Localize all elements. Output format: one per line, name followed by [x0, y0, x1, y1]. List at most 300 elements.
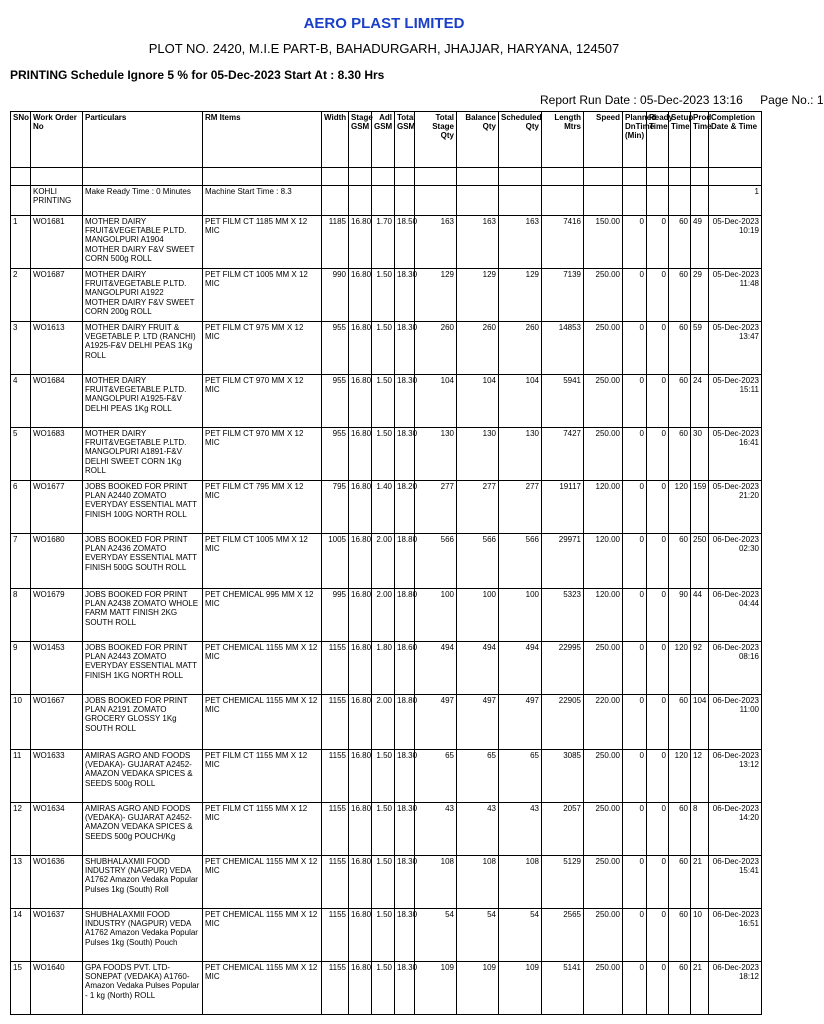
cell-work-order: WO1687	[31, 269, 83, 322]
cell-scheduled-qty: 566	[499, 534, 542, 589]
cell-adl-gsm: 2.00	[372, 534, 395, 589]
cell-completion: 05-Dec-2023 11:48	[709, 269, 762, 322]
cell-particulars: MOTHER DAIRY FRUIT&VEGETABLE P.LTD. MANGOLPURI A1925-F&V DELHI PEAS 1Kg ROLL	[83, 375, 203, 428]
cell-completion: 06-Dec-2023 11:00	[709, 695, 762, 750]
cell-scheduled-qty: 108	[499, 856, 542, 909]
make-ready-row	[11, 186, 762, 216]
cell-rm-items: PET FILM CT 1005 MM X 12 MIC	[203, 534, 322, 589]
make-ready-time: Make Ready Time : 0 Minutes	[83, 186, 203, 216]
cell-scheduled-qty: 494	[499, 642, 542, 695]
cell-work-order: WO1680	[31, 534, 83, 589]
cell-completion: 05-Dec-2023 16:41	[709, 428, 762, 481]
cell-completion: 06-Dec-2023 13:12	[709, 750, 762, 803]
cell-total-gsm: 18.80	[395, 589, 415, 642]
cell-scheduled-qty: 109	[499, 962, 542, 1015]
cell-balance-qty: 277	[457, 481, 499, 534]
cell-ready-time: 0	[647, 375, 669, 428]
cell-balance-qty: 497	[457, 695, 499, 750]
cell-length: 5941	[542, 375, 584, 428]
col-header-ready-time: Ready Time	[647, 112, 669, 168]
col-header-setup-time: Setup Time	[669, 112, 691, 168]
cell-sno: 14	[11, 909, 31, 962]
cell-planned-dntime: 0	[623, 909, 647, 962]
cell-stage-gsm: 16.80	[349, 589, 372, 642]
cell-total-stage-qty: 497	[415, 695, 457, 750]
cell-completion: 06-Dec-2023 14:20	[709, 803, 762, 856]
cell-adl-gsm: 1.50	[372, 962, 395, 1015]
cell-scheduled-qty: 497	[499, 695, 542, 750]
table-row	[11, 695, 762, 750]
cell-sno: 3	[11, 322, 31, 375]
table-row	[11, 216, 762, 269]
cell-setup-time: 60	[669, 428, 691, 481]
cell-width: 1185	[322, 216, 349, 269]
col-header-particulars: Particulars	[83, 112, 203, 168]
cell-setup-time: 60	[669, 962, 691, 1015]
cell-completion: 06-Dec-2023 18:12	[709, 962, 762, 1015]
cell-particulars: JOBS BOOKED FOR PRINT PLAN A2436 ZOMATO EVERYDAY ESSENTIAL MATT FINISH 500G SOUTH ROLL	[83, 534, 203, 589]
cell-completion: 05-Dec-2023 21:20	[709, 481, 762, 534]
cell-sno: 13	[11, 856, 31, 909]
cell-width: 795	[322, 481, 349, 534]
col-header-rm-items: RM Items	[203, 112, 322, 168]
cell-prod-time: 159	[691, 481, 709, 534]
cell-work-order: WO1681	[31, 216, 83, 269]
cell-adl-gsm: 1.50	[372, 856, 395, 909]
cell-rm-items: PET FILM CT 1155 MM X 12 MIC	[203, 803, 322, 856]
cell-rm-items: PET CHEMICAL 1155 MM X 12 MIC	[203, 695, 322, 750]
cell-length: 7416	[542, 216, 584, 269]
cell-completion: 05-Dec-2023 13:47	[709, 322, 762, 375]
cell-prod-time: 10	[691, 909, 709, 962]
cell-ready-time: 0	[647, 962, 669, 1015]
cell-completion: 05-Dec-2023 15:11	[709, 375, 762, 428]
cell-rm-items: PET FILM CT 795 MM X 12 MIC	[203, 481, 322, 534]
table-header-row	[11, 112, 762, 168]
cell-ready-time: 0	[647, 856, 669, 909]
cell-planned-dntime: 0	[623, 428, 647, 481]
cell-scheduled-qty: 104	[499, 375, 542, 428]
cell-ready-time: 0	[647, 269, 669, 322]
table-row	[11, 589, 762, 642]
cell-particulars: JOBS BOOKED FOR PRINT PLAN A2443 ZOMATO EVERYDAY ESSENTIAL MATT FINISH 1KG NORTH ROLL	[83, 642, 203, 695]
table-row	[11, 642, 762, 695]
col-header-planned-dntime: Planned DnTime (Min)	[623, 112, 647, 168]
cell-setup-time: 90	[669, 589, 691, 642]
cell-work-order: WO1637	[31, 909, 83, 962]
cell-planned-dntime: 0	[623, 750, 647, 803]
table-row	[11, 909, 762, 962]
cell-total-gsm: 18.20	[395, 481, 415, 534]
cell-total-gsm: 18.30	[395, 428, 415, 481]
cell-length: 5323	[542, 589, 584, 642]
col-header-length: Length Mtrs	[542, 112, 584, 168]
cell-width: 1155	[322, 750, 349, 803]
cell-particulars: MOTHER DAIRY FRUIT&VEGETABLE P.LTD. MANGOLPURI A1904 MOTHER DAIRY F&V SWEET CORN 500g ROLL	[83, 216, 203, 269]
blank-row	[11, 168, 762, 186]
table-row	[11, 803, 762, 856]
cell-scheduled-qty: 100	[499, 589, 542, 642]
cell-particulars: JOBS BOOKED FOR PRINT PLAN A2191 ZOMATO GROCERY GLOSSY 1Kg SOUTH ROLL	[83, 695, 203, 750]
cell-work-order: WO1677	[31, 481, 83, 534]
cell-balance-qty: 109	[457, 962, 499, 1015]
cell-sno: 5	[11, 428, 31, 481]
cell-rm-items: PET FILM CT 1005 MM X 12 MIC	[203, 269, 322, 322]
cell-length: 22995	[542, 642, 584, 695]
cell-scheduled-qty: 54	[499, 909, 542, 962]
cell-total-gsm: 18.30	[395, 269, 415, 322]
cell-prod-time: 59	[691, 322, 709, 375]
cell-stage-gsm: 16.80	[349, 962, 372, 1015]
cell-ready-time: 0	[647, 428, 669, 481]
cell-width: 1155	[322, 909, 349, 962]
cell-setup-time: 60	[669, 803, 691, 856]
cell-total-stage-qty: 260	[415, 322, 457, 375]
cell-width: 995	[322, 589, 349, 642]
cell-scheduled-qty: 277	[499, 481, 542, 534]
cell-stage-gsm: 16.80	[349, 428, 372, 481]
cell-planned-dntime: 0	[623, 481, 647, 534]
cell-balance-qty: 54	[457, 909, 499, 962]
table-row	[11, 375, 762, 428]
cell-total-gsm: 18.30	[395, 322, 415, 375]
make-ready-value: 1	[709, 186, 762, 216]
cell-rm-items: PET FILM CT 975 MM X 12 MIC	[203, 322, 322, 375]
cell-planned-dntime: 0	[623, 216, 647, 269]
cell-work-order: WO1613	[31, 322, 83, 375]
cell-width: 1155	[322, 856, 349, 909]
cell-prod-time: 8	[691, 803, 709, 856]
cell-scheduled-qty: 129	[499, 269, 542, 322]
cell-rm-items: PET FILM CT 1155 MM X 12 MIC	[203, 750, 322, 803]
cell-width: 955	[322, 428, 349, 481]
cell-work-order: WO1640	[31, 962, 83, 1015]
cell-total-gsm: 18.50	[395, 216, 415, 269]
cell-total-stage-qty: 104	[415, 375, 457, 428]
col-header-width: Width	[322, 112, 349, 168]
cell-total-stage-qty: 130	[415, 428, 457, 481]
cell-planned-dntime: 0	[623, 642, 647, 695]
cell-setup-time: 120	[669, 750, 691, 803]
cell-speed: 250.00	[584, 909, 623, 962]
cell-particulars: MOTHER DAIRY FRUIT & VEGETABLE P. LTD (RANCHI) A1925-F&V DELHI PEAS 1Kg ROLL	[83, 322, 203, 375]
cell-completion: 05-Dec-2023 10:19	[709, 216, 762, 269]
cell-width: 1005	[322, 534, 349, 589]
table-row	[11, 856, 762, 909]
cell-adl-gsm: 1.40	[372, 481, 395, 534]
cell-total-stage-qty: 100	[415, 589, 457, 642]
cell-ready-time: 0	[647, 642, 669, 695]
cell-work-order: WO1667	[31, 695, 83, 750]
cell-adl-gsm: 1.50	[372, 322, 395, 375]
cell-adl-gsm: 2.00	[372, 589, 395, 642]
col-header-total-gsm: Total GSM	[395, 112, 415, 168]
cell-prod-time: 21	[691, 856, 709, 909]
cell-total-gsm: 18.30	[395, 803, 415, 856]
cell-length: 2057	[542, 803, 584, 856]
cell-particulars: JOBS BOOKED FOR PRINT PLAN A2440 ZOMATO EVERYDAY ESSENTIAL MATT FINISH 100G NORTH ROLL	[83, 481, 203, 534]
cell-speed: 120.00	[584, 534, 623, 589]
cell-work-order: WO1684	[31, 375, 83, 428]
company-address: PLOT NO. 2420, M.I.E PART-B, BAHADURGARH, JHAJJAR, HARYANA, 124507	[148, 41, 620, 56]
cell-total-stage-qty: 277	[415, 481, 457, 534]
col-header-completion: Completion Date & Time	[709, 112, 762, 168]
cell-rm-items: PET CHEMICAL 1155 MM X 12 MIC	[203, 909, 322, 962]
cell-width: 955	[322, 375, 349, 428]
cell-total-gsm: 18.30	[395, 856, 415, 909]
cell-speed: 250.00	[584, 322, 623, 375]
cell-length: 14853	[542, 322, 584, 375]
cell-planned-dntime: 0	[623, 962, 647, 1015]
cell-prod-time: 104	[691, 695, 709, 750]
cell-prod-time: 21	[691, 962, 709, 1015]
cell-total-gsm: 18.30	[395, 962, 415, 1015]
table-row	[11, 750, 762, 803]
cell-prod-time: 44	[691, 589, 709, 642]
cell-completion: 06-Dec-2023 15:41	[709, 856, 762, 909]
cell-completion: 06-Dec-2023 02:30	[709, 534, 762, 589]
cell-rm-items: PET CHEMICAL 995 MM X 12 MIC	[203, 589, 322, 642]
cell-speed: 250.00	[584, 803, 623, 856]
cell-ready-time: 0	[647, 909, 669, 962]
cell-ready-time: 0	[647, 534, 669, 589]
cell-balance-qty: 566	[457, 534, 499, 589]
cell-prod-time: 24	[691, 375, 709, 428]
cell-total-gsm: 18.30	[395, 375, 415, 428]
cell-adl-gsm: 2.00	[372, 695, 395, 750]
cell-setup-time: 60	[669, 909, 691, 962]
cell-width: 1155	[322, 962, 349, 1015]
cell-ready-time: 0	[647, 481, 669, 534]
cell-rm-items: PET FILM CT 1185 MM X 12 MIC	[203, 216, 322, 269]
table-row	[11, 322, 762, 375]
cell-setup-time: 60	[669, 269, 691, 322]
cell-sno: 1	[11, 216, 31, 269]
cell-rm-items: PET FILM CT 970 MM X 12 MIC	[203, 375, 322, 428]
report-subtitle: PRINTING Schedule Ignore 5 % for 05-Dec-2023 Start At : 8.30 Hrs	[10, 68, 385, 82]
cell-planned-dntime: 0	[623, 269, 647, 322]
cell-length: 19117	[542, 481, 584, 534]
cell-total-gsm: 18.80	[395, 695, 415, 750]
cell-scheduled-qty: 65	[499, 750, 542, 803]
cell-speed: 150.00	[584, 216, 623, 269]
cell-width: 990	[322, 269, 349, 322]
cell-stage-gsm: 16.80	[349, 322, 372, 375]
cell-total-gsm: 18.60	[395, 642, 415, 695]
cell-rm-items: PET CHEMICAL 1155 MM X 12 MIC	[203, 962, 322, 1015]
cell-balance-qty: 104	[457, 375, 499, 428]
cell-stage-gsm: 16.80	[349, 695, 372, 750]
cell-speed: 120.00	[584, 481, 623, 534]
cell-scheduled-qty: 163	[499, 216, 542, 269]
cell-setup-time: 60	[669, 695, 691, 750]
col-header-balance-qty: Balance Qty	[457, 112, 499, 168]
cell-sno: 15	[11, 962, 31, 1015]
cell-setup-time: 60	[669, 216, 691, 269]
cell-sno: 6	[11, 481, 31, 534]
cell-particulars: GPA FOODS PVT. LTD- SONEPAT (VEDAKA) A1760-Amazon Vedaka Pulses Popular - 1 kg (North) ROLL	[83, 962, 203, 1015]
cell-stage-gsm: 16.80	[349, 375, 372, 428]
cell-adl-gsm: 1.80	[372, 642, 395, 695]
cell-planned-dntime: 0	[623, 856, 647, 909]
cell-work-order: WO1636	[31, 856, 83, 909]
cell-stage-gsm: 16.80	[349, 269, 372, 322]
cell-total-gsm: 18.80	[395, 534, 415, 589]
cell-prod-time: 250	[691, 534, 709, 589]
cell-prod-time: 49	[691, 216, 709, 269]
cell-total-gsm: 18.30	[395, 750, 415, 803]
cell-prod-time: 29	[691, 269, 709, 322]
cell-completion: 06-Dec-2023 16:51	[709, 909, 762, 962]
cell-length: 22905	[542, 695, 584, 750]
company-name: AERO PLAST LIMITED	[303, 15, 465, 32]
table-row	[11, 962, 762, 1015]
col-header-adl-gsm: Adl GSM	[372, 112, 395, 168]
cell-total-stage-qty: 566	[415, 534, 457, 589]
table-row	[11, 481, 762, 534]
page-number: Page No.: 1	[760, 93, 824, 107]
cell-adl-gsm: 1.70	[372, 216, 395, 269]
cell-planned-dntime: 0	[623, 803, 647, 856]
cell-setup-time: 60	[669, 856, 691, 909]
cell-speed: 120.00	[584, 589, 623, 642]
cell-stage-gsm: 16.80	[349, 909, 372, 962]
cell-ready-time: 0	[647, 803, 669, 856]
cell-planned-dntime: 0	[623, 375, 647, 428]
cell-scheduled-qty: 43	[499, 803, 542, 856]
col-header-prod-time: Prod Time	[691, 112, 709, 168]
cell-width: 1155	[322, 642, 349, 695]
cell-particulars: AMIRAS AGRO AND FOODS (VEDAKA)- GUJARAT A2452-AMAZON VEDAKA SPICES & SEEDS 500g ROLL	[83, 750, 203, 803]
cell-balance-qty: 100	[457, 589, 499, 642]
cell-stage-gsm: 16.80	[349, 216, 372, 269]
cell-speed: 250.00	[584, 269, 623, 322]
cell-balance-qty: 260	[457, 322, 499, 375]
cell-completion: 06-Dec-2023 04:44	[709, 589, 762, 642]
cell-balance-qty: 65	[457, 750, 499, 803]
col-header-scheduled-qty: Scheduled Qty	[499, 112, 542, 168]
cell-width: 1155	[322, 695, 349, 750]
cell-particulars: SHUBHALAXMII FOOD INDUSTRY (NAGPUR) VEDA A1762 Amazon Vedaka Popular Pulses 1kg (South) Pouch	[83, 909, 203, 962]
col-header-speed: Speed	[584, 112, 623, 168]
col-header-sno: SNo	[11, 112, 31, 168]
cell-rm-items: PET CHEMICAL 1155 MM X 12 MIC	[203, 642, 322, 695]
schedule-table	[10, 111, 762, 1015]
cell-ready-time: 0	[647, 589, 669, 642]
cell-setup-time: 120	[669, 481, 691, 534]
cell-ready-time: 0	[647, 750, 669, 803]
cell-length: 29971	[542, 534, 584, 589]
cell-sno: 8	[11, 589, 31, 642]
cell-particulars: MOTHER DAIRY FRUIT&VEGETABLE P.LTD. MANGOLPURI A1922 MOTHER DAIRY F&V SWEET CORN 200g ROLL	[83, 269, 203, 322]
cell-work-order: WO1634	[31, 803, 83, 856]
cell-prod-time: 12	[691, 750, 709, 803]
cell-sno: 7	[11, 534, 31, 589]
cell-adl-gsm: 1.50	[372, 269, 395, 322]
cell-total-stage-qty: 163	[415, 216, 457, 269]
cell-adl-gsm: 1.50	[372, 803, 395, 856]
cell-completion: 06-Dec-2023 08:16	[709, 642, 762, 695]
cell-stage-gsm: 16.80	[349, 481, 372, 534]
cell-sno: 2	[11, 269, 31, 322]
cell-speed: 250.00	[584, 750, 623, 803]
cell-sno: 4	[11, 375, 31, 428]
cell-stage-gsm: 16.80	[349, 803, 372, 856]
cell-total-stage-qty: 494	[415, 642, 457, 695]
cell-stage-gsm: 16.80	[349, 856, 372, 909]
cell-balance-qty: 129	[457, 269, 499, 322]
cell-balance-qty: 163	[457, 216, 499, 269]
cell-work-order: WO1679	[31, 589, 83, 642]
cell-scheduled-qty: 260	[499, 322, 542, 375]
cell-sno: 9	[11, 642, 31, 695]
cell-length: 5129	[542, 856, 584, 909]
cell-prod-time: 92	[691, 642, 709, 695]
cell-setup-time: 60	[669, 375, 691, 428]
cell-balance-qty: 43	[457, 803, 499, 856]
machine-start-time: Machine Start Time : 8.3	[203, 186, 322, 216]
cell-balance-qty: 494	[457, 642, 499, 695]
cell-length: 3085	[542, 750, 584, 803]
cell-planned-dntime: 0	[623, 322, 647, 375]
cell-rm-items: PET FILM CT 970 MM X 12 MIC	[203, 428, 322, 481]
table-row	[11, 534, 762, 589]
cell-speed: 250.00	[584, 428, 623, 481]
cell-total-stage-qty: 108	[415, 856, 457, 909]
machine-name: KOHLI PRINTING	[31, 186, 83, 216]
cell-total-stage-qty: 109	[415, 962, 457, 1015]
cell-rm-items: PET CHEMICAL 1155 MM X 12 MIC	[203, 856, 322, 909]
cell-speed: 220.00	[584, 695, 623, 750]
cell-ready-time: 0	[647, 695, 669, 750]
cell-sno: 11	[11, 750, 31, 803]
cell-adl-gsm: 1.50	[372, 428, 395, 481]
col-header-total-stage-qty: Total Stage Qty	[415, 112, 457, 168]
cell-width: 1155	[322, 803, 349, 856]
cell-particulars: SHUBHALAXMII FOOD INDUSTRY (NAGPUR) VEDA A1762 Amazon Vedaka Popular Pulses 1kg (South) Roll	[83, 856, 203, 909]
cell-stage-gsm: 16.80	[349, 750, 372, 803]
cell-work-order: WO1633	[31, 750, 83, 803]
cell-sno: 12	[11, 803, 31, 856]
cell-planned-dntime: 0	[623, 589, 647, 642]
cell-planned-dntime: 0	[623, 695, 647, 750]
cell-length: 2565	[542, 909, 584, 962]
table-row	[11, 428, 762, 481]
cell-work-order: WO1683	[31, 428, 83, 481]
col-header-work-order: Work Order No	[31, 112, 83, 168]
cell-ready-time: 0	[647, 322, 669, 375]
col-header-stage-gsm: Stage GSM	[349, 112, 372, 168]
cell-length: 7139	[542, 269, 584, 322]
cell-total-stage-qty: 129	[415, 269, 457, 322]
cell-scheduled-qty: 130	[499, 428, 542, 481]
cell-length: 7427	[542, 428, 584, 481]
cell-balance-qty: 108	[457, 856, 499, 909]
cell-sno: 10	[11, 695, 31, 750]
cell-adl-gsm: 1.50	[372, 909, 395, 962]
cell-stage-gsm: 16.80	[349, 534, 372, 589]
cell-ready-time: 0	[647, 216, 669, 269]
cell-stage-gsm: 16.80	[349, 642, 372, 695]
cell-setup-time: 120	[669, 642, 691, 695]
cell-width: 955	[322, 322, 349, 375]
cell-prod-time: 30	[691, 428, 709, 481]
cell-particulars: MOTHER DAIRY FRUIT&VEGETABLE P.LTD. MANGOLPURI A1891-F&V DELHI SWEET CORN 1Kg ROLL	[83, 428, 203, 481]
cell-adl-gsm: 1.50	[372, 750, 395, 803]
cell-work-order: WO1453	[31, 642, 83, 695]
cell-speed: 250.00	[584, 856, 623, 909]
cell-total-stage-qty: 43	[415, 803, 457, 856]
